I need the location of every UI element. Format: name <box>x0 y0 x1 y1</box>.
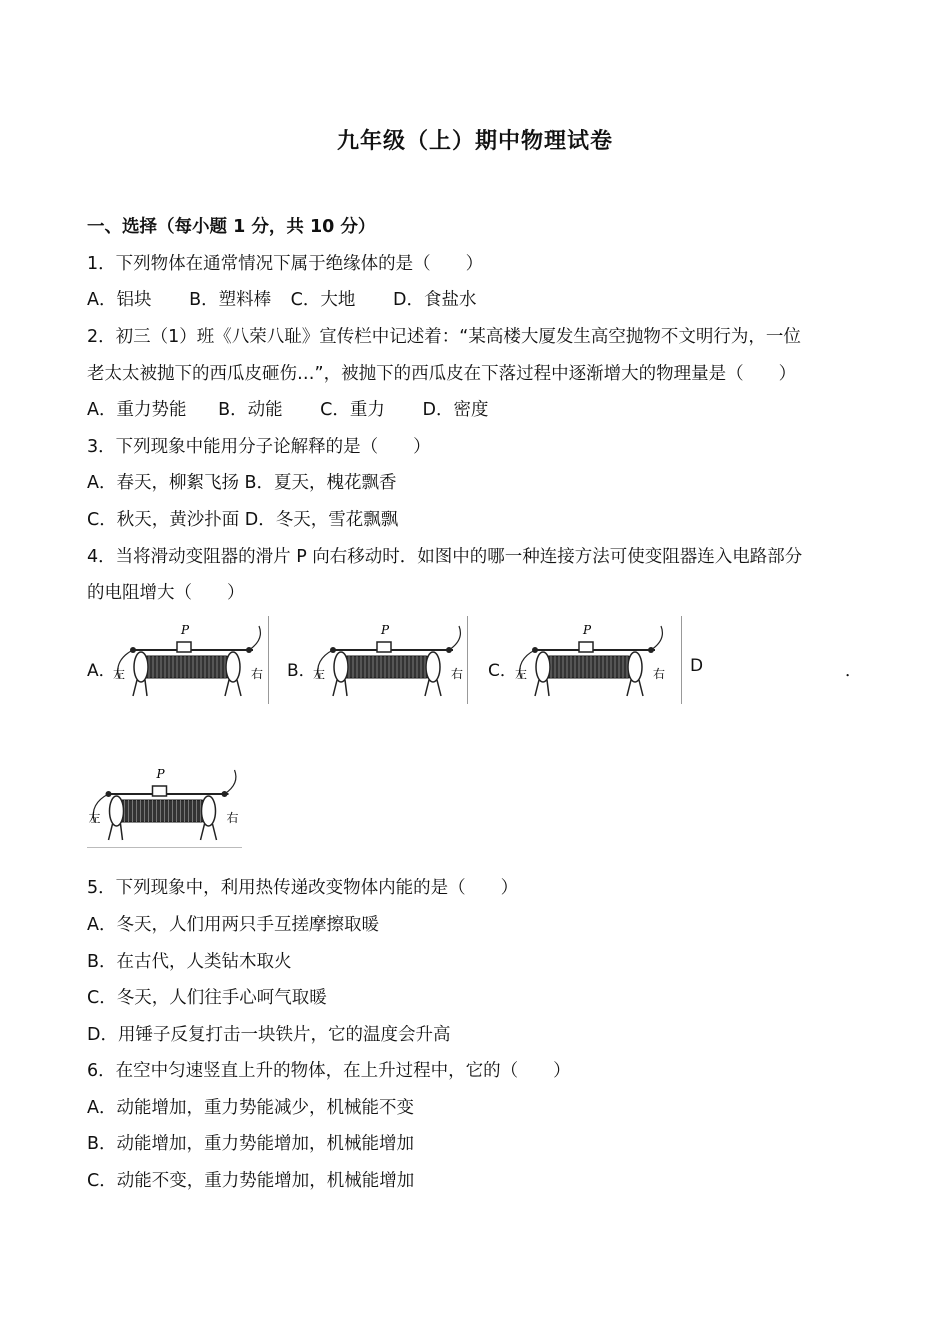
option-a: A．铝块 <box>87 290 152 310</box>
svg-text:右: 右 <box>251 667 264 681</box>
question-5-option-b: B．在古代，人类钻木取火 <box>87 952 292 972</box>
question-3-options-cd: C．秋天，黄沙扑面 D．冬天，雪花飘飘 <box>87 510 399 530</box>
svg-text:左: 左 <box>88 811 101 825</box>
question-5-option-c: C．冬天，人们往手心呵气取暖 <box>87 988 327 1008</box>
svg-text:P: P <box>381 623 390 637</box>
question-1-stem: 1．下列物体在通常情况下属于绝缘体的是（ ） <box>87 254 484 274</box>
question-5-option-d: D．用锤子反复打击一块铁片，它的温度会升高 <box>87 1025 451 1045</box>
rheostat-figure-d <box>87 760 242 848</box>
question-4-stem-line2: 的电阻增大（ ） <box>87 583 245 603</box>
svg-text:左: 左 <box>515 667 528 681</box>
svg-text:右: 右 <box>451 667 464 681</box>
svg-text:右: 右 <box>653 667 666 681</box>
svg-text:右: 右 <box>226 811 239 825</box>
question-5-stem: 5．下列现象中，利用热传递改变物体内能的是（ ） <box>87 878 519 898</box>
section-heading: 一、选择（每小题 1 分，共 10 分） <box>87 217 376 237</box>
question-3-stem: 3．下列现象中能用分子论解释的是（ ） <box>87 437 431 457</box>
question-6-option-b: B．动能增加，重力势能增加，机械能增加 <box>87 1134 415 1154</box>
rheostat-figure-row <box>87 616 867 706</box>
question-6-stem: 6．在空中匀速竖直上升的物体，在上升过程中，它的（ ） <box>87 1061 571 1081</box>
option-c: C．重力 <box>320 400 385 420</box>
question-6-option-c: C．动能不变，重力势能增加，机械能增加 <box>87 1171 415 1191</box>
option-a: A．重力势能 <box>87 400 187 420</box>
rheostat-figure-a <box>113 616 265 704</box>
svg-text:左: 左 <box>313 667 326 681</box>
option-b: B．塑料棒 <box>189 290 272 310</box>
question-6-option-a: A．动能增加，重力势能减少，机械能不变 <box>87 1098 414 1118</box>
question-4-stem-line1: 4．当将滑动变阻器的滑片 P 向右移动时．如图中的哪一种连接方法可使变阻器连入电路部分 <box>87 547 803 567</box>
svg-text:P: P <box>156 767 165 781</box>
figure-label-d: D <box>690 656 704 676</box>
figure-label-b: B． <box>287 661 316 681</box>
option-d: D．密度 <box>422 400 489 420</box>
question-1-options <box>87 288 476 312</box>
rheostat-figure-b <box>313 616 465 704</box>
option-d: D．食盐水 <box>392 290 477 310</box>
question-3-options-ab: A．春天，柳絮飞扬 B．夏天，槐花飘香 <box>87 473 397 493</box>
svg-text:P: P <box>583 623 592 637</box>
svg-text:P: P <box>181 623 190 637</box>
option-c: C．大地 <box>290 290 356 310</box>
figure-label-c: C． <box>488 661 517 681</box>
figure-label-a: A． <box>87 661 116 681</box>
option-b: B．动能 <box>218 400 283 420</box>
question-2-stem-line2: 老太太被抛下的西瓜皮砸伤…”，被抛下的西瓜皮在下落过程中逐渐增大的物理量是（ ） <box>87 364 797 384</box>
figure-label-d-dot: ． <box>845 661 862 681</box>
page-title: 九年级（上）期中物理试卷 <box>336 129 613 154</box>
rheostat-figure-c <box>515 616 667 704</box>
question-2-stem-line1: 2．初三（1）班《八荣八耻》宣传栏中记述着：“某高楼大厦发生高空抛物不文明行为，一位 <box>87 327 801 347</box>
question-2-options <box>87 398 488 422</box>
svg-text:左: 左 <box>113 667 126 681</box>
question-5-option-a: A．冬天，人们用两只手互搓摩擦取暖 <box>87 915 379 935</box>
